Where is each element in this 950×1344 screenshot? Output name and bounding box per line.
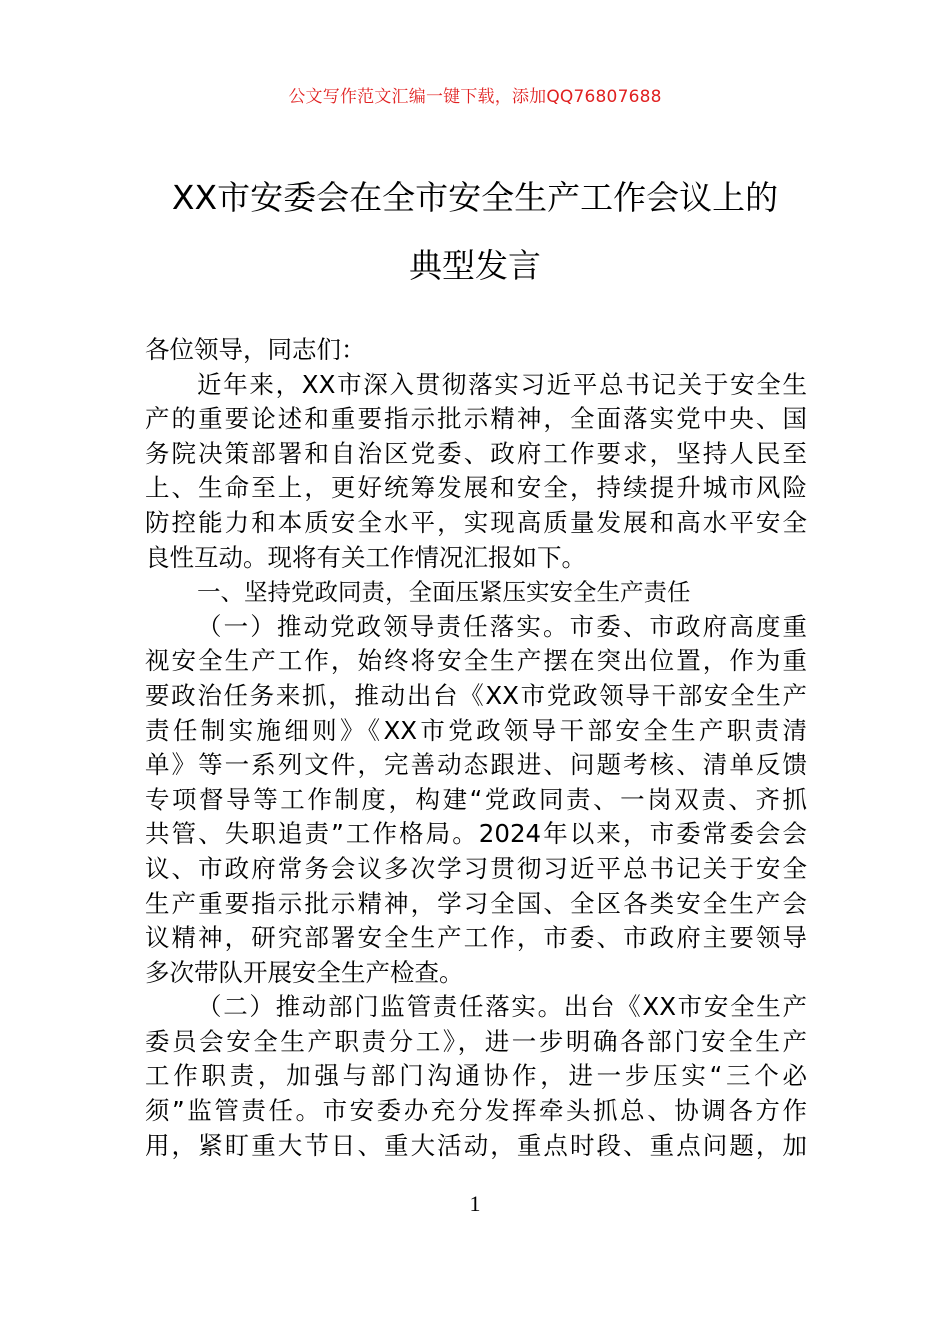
intro-paragraph-line: 良性互动。现将有关工作情况汇报如下。 [145,542,586,572]
intro-paragraph-line: 防控能力和本质安全水平，实现高质量发展和高水平安全 [145,507,807,537]
intro-paragraph-line: 上、生命至上，更好统筹发展和安全，持续提升城市风险 [145,473,807,503]
subsection-1-line: 议、市政府常务会议多次学习贯彻习近平总书记关于安全 [145,853,807,883]
intro-paragraph-line: 近年来，XX市深入贯彻落实习近平总书记关于安全生 [197,369,807,399]
download-banner: 公文写作范文汇编一键下载，添加QQ76807688 [288,87,662,107]
subsection-2-line: 须”监管责任。市安委办充分发挥牵头抓总、协调各方作 [145,1096,807,1126]
subsection-1-line: 多次带队开展安全生产检查。 [145,957,464,987]
document-title-line-1: XX市安委会在全市安全生产工作会议上的 [171,178,779,217]
page-number: 1 [469,1191,481,1216]
subsection-1-line: （一）推动党政领导责任落实。市委、市政府高度重 [197,611,807,641]
subsection-1-line: 单》等一系列文件，完善动态跟进、问题考核、清单反馈 [145,750,807,780]
subsection-2-line: 工作职责，加强与部门沟通协作，进一步压实“三个必 [145,1061,807,1091]
subsection-1-line: 生产重要指示批示精神，学习全国、全区各类安全生产会 [145,888,807,918]
subsection-1-line: 责任制实施细则》《XX市党政领导干部安全生产职责清 [145,715,807,745]
section-heading-1: 一、坚持党政同责，全面压紧压实安全生产责任 [197,578,691,607]
salutation: 各位领导，同志们： [145,335,366,364]
subsection-2-line: （二）推动部门监管责任落实。出台《XX市安全生产 [197,992,807,1022]
subsection-1-line: 专项督导等工作制度，构建“党政同责、一岗双责、齐抓 [145,784,807,814]
subsection-1-line: 要政治任务来抓，推动出台《XX市党政领导干部安全生产 [145,680,807,710]
subsection-1-line: 视安全生产工作，始终将安全生产摆在突出位置，作为重 [145,646,807,676]
subsection-1-line: 议精神，研究部署安全生产工作，市委、市政府主要领导 [145,923,807,953]
document-body [145,333,807,1163]
intro-paragraph-line: 务院决策部署和自治区党委、政府工作要求，坚持人民至 [145,438,807,468]
subsection-2-line: 用，紧盯重大节日、重大活动，重点时段、重点问题，加 [145,1130,807,1160]
subsection-1-line: 共管、失职追责”工作格局。2024年以来，市委常委会会 [145,819,807,849]
document-title-line-2: 典型发言 [409,246,541,285]
subsection-2-line: 委员会安全生产职责分工》，进一步明确各部门安全生产 [145,1026,807,1056]
intro-paragraph-line: 产的重要论述和重要指示批示精神，全面落实党中央、国 [145,404,807,434]
